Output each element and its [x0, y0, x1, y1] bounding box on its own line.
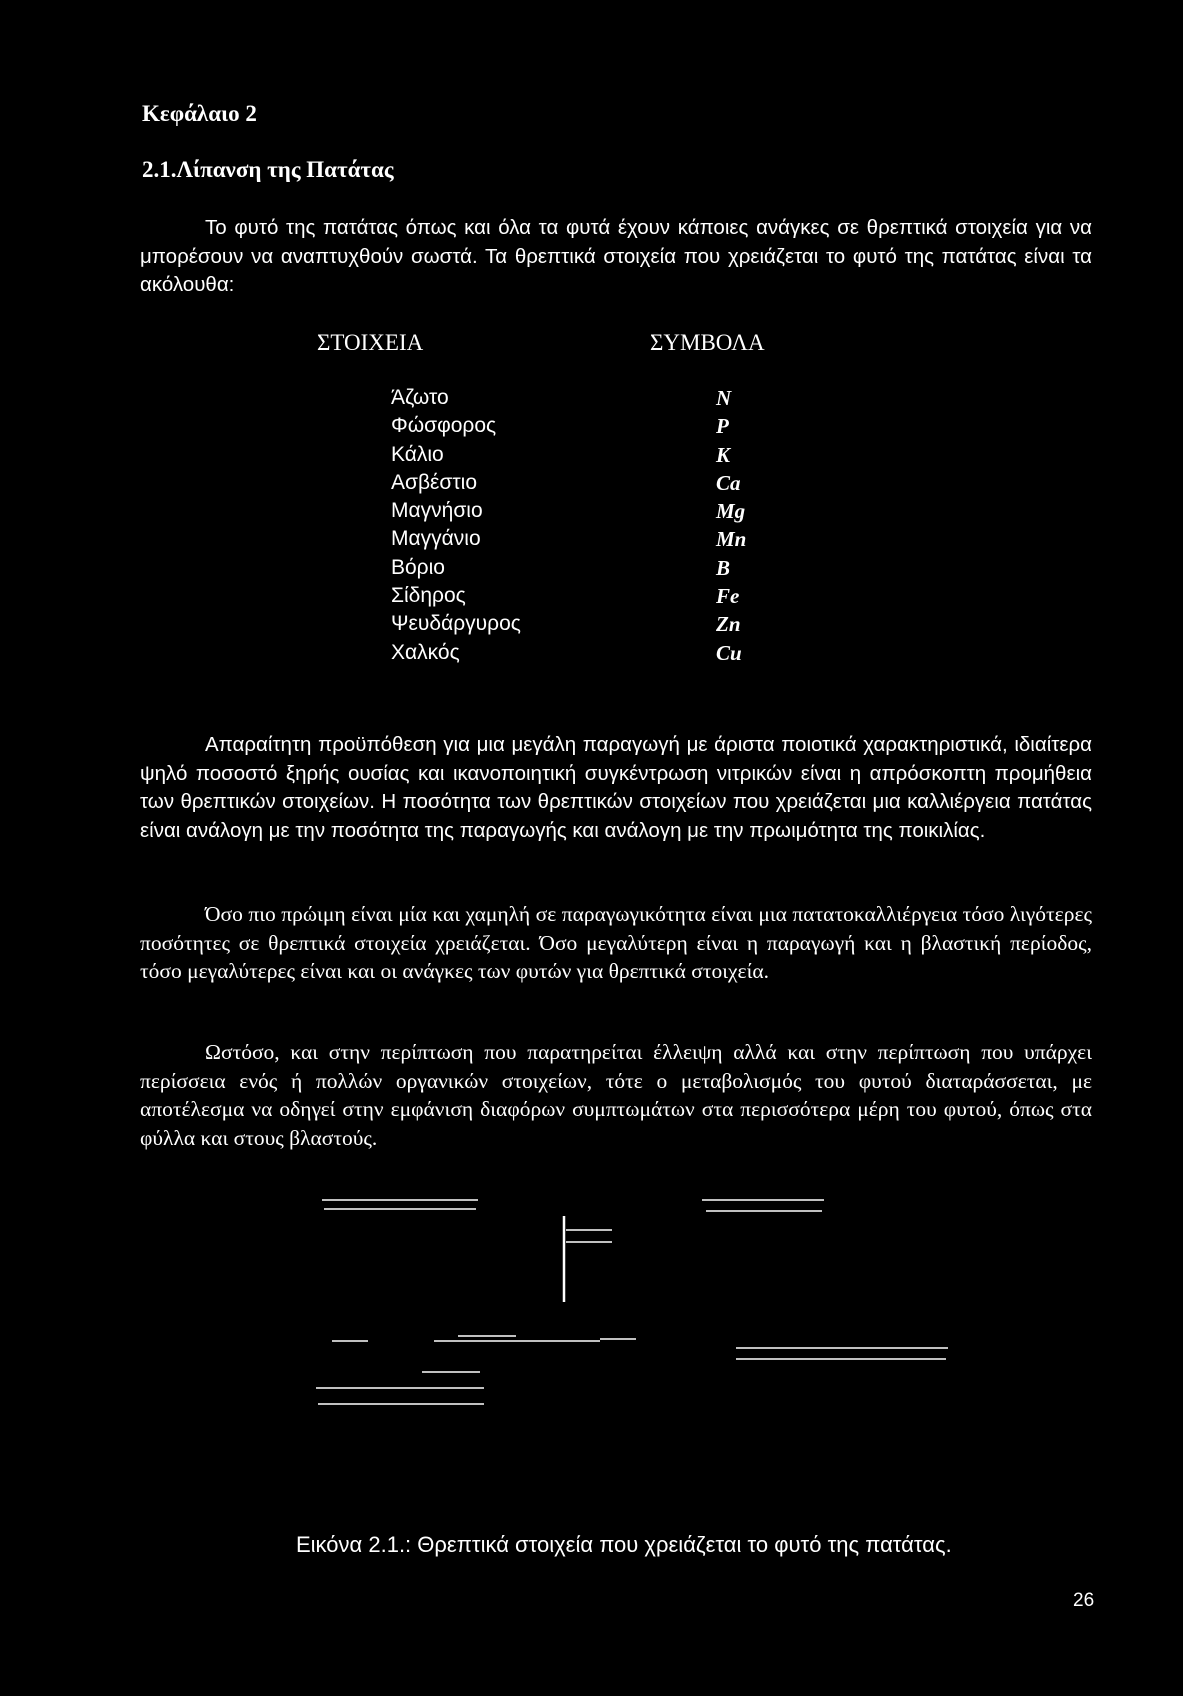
symbols-column-header: ΣΥΜΒΟΛΑ — [650, 330, 765, 355]
element-symbol: Ca — [716, 470, 741, 495]
element-symbol: Fe — [716, 584, 740, 609]
element-symbol: Mg — [716, 499, 746, 524]
figure-image — [300, 1178, 960, 1518]
element-name: Ασβέστιο — [391, 470, 478, 494]
deficiency-paragraph: Ωστόσο, και στην περίπτωση που παρατηρείται έλλειψη αλλά και στην περίπτωση που υπάρχει περίσσεια ενός ή πολλών οργανικών στοιχείων, τότε ο μεταβολισμός του φυτού διαταράσσεται, με αποτέλεσμα να οδηγεί στην εμφάνιση διαφόρων συμπτωμάτων στα περισσότερα μέρη του φυτού, όπως στα φύλλα και στους βλαστούς. — [140, 1040, 1092, 1150]
intro-paragraph: Το φυτό της πατάτας όπως και όλα τα φυτά έχουν κάποιες ανάγκες σε θρεπτικά στοιχεία για να μπορέσουν να αναπτυχθούν σωστά. Τα θρεπτικά στοιχεία που χρειάζεται το φυτό της πατάτας είναι τα ακόλουθα: — [140, 216, 1092, 296]
element-name: Βόριο — [391, 555, 445, 579]
element-symbol: Cu — [716, 640, 742, 665]
element-name: Φώσφορος — [391, 414, 497, 438]
chapter-heading: Κεφάλαιο 2 — [142, 101, 257, 126]
element-name: Άζωτο — [391, 386, 449, 409]
element-symbol: K — [716, 442, 731, 467]
element-name: Χαλκός — [391, 640, 460, 664]
elements-column-header: ΣΤΟΙΧΕΙΑ — [317, 330, 424, 355]
symbols-list — [716, 384, 746, 667]
element-name: Ψευδάργυρος — [391, 612, 521, 636]
elements-list — [391, 384, 521, 667]
element-name: Κάλιο — [391, 442, 444, 466]
element-symbol: Mn — [716, 527, 747, 552]
section-title: 2.1.Λίπανση της Πατάτας — [142, 157, 394, 182]
element-symbol: Zn — [716, 612, 741, 637]
earliness-paragraph: Όσο πιο πρώιμη είναι μία και χαμηλή σε παραγωγικότητα είναι μια πατατοκαλλιέργεια τόσο λιγότερες ποσότητες σε θρεπτικά στοιχεία χρειάζεται. Όσο μεγαλύτερη είναι η παραγωγή και η βλαστική περίοδος, τόσο μεγαλύτερες είναι και οι ανάγκες των φυτών για θρεπτικά στοιχεία. — [140, 902, 1092, 983]
element-name: Σίδηρος — [391, 584, 466, 608]
element-symbol: P — [716, 414, 729, 439]
element-name: Μαγγάνιο — [391, 527, 481, 551]
element-symbol: N — [716, 386, 732, 410]
page-number: 26 — [1073, 1590, 1095, 1611]
figure-caption: Εικόνα 2.1.: Θρεπτικά στοιχεία που χρειάζεται το φυτό της πατάτας. — [296, 1532, 952, 1557]
element-symbol: B — [716, 555, 731, 580]
element-name: Μαγνήσιο — [391, 499, 483, 523]
requirement-paragraph: Απαραίτητη προϋπόθεση για μια μεγάλη παραγωγή με άριστα ποιοτικά χαρακτηριστικά, ιδιαίτερα ψηλό ποσοστό ξηρής ουσίας και ικανοποιητική συγκέντρωση νιτρικών είναι η απρόσκοπτη προμήθεια των θρεπτικών στοιχείων. Η ποσότητα των θρεπτικών στοιχείων που χρειάζεται μια καλλιέργεια πατάτας είναι ανάλογη με την ποσότητα της παραγωγής και ανάλογη με την πρωιμότητα της ποικιλίας. — [140, 733, 1092, 842]
